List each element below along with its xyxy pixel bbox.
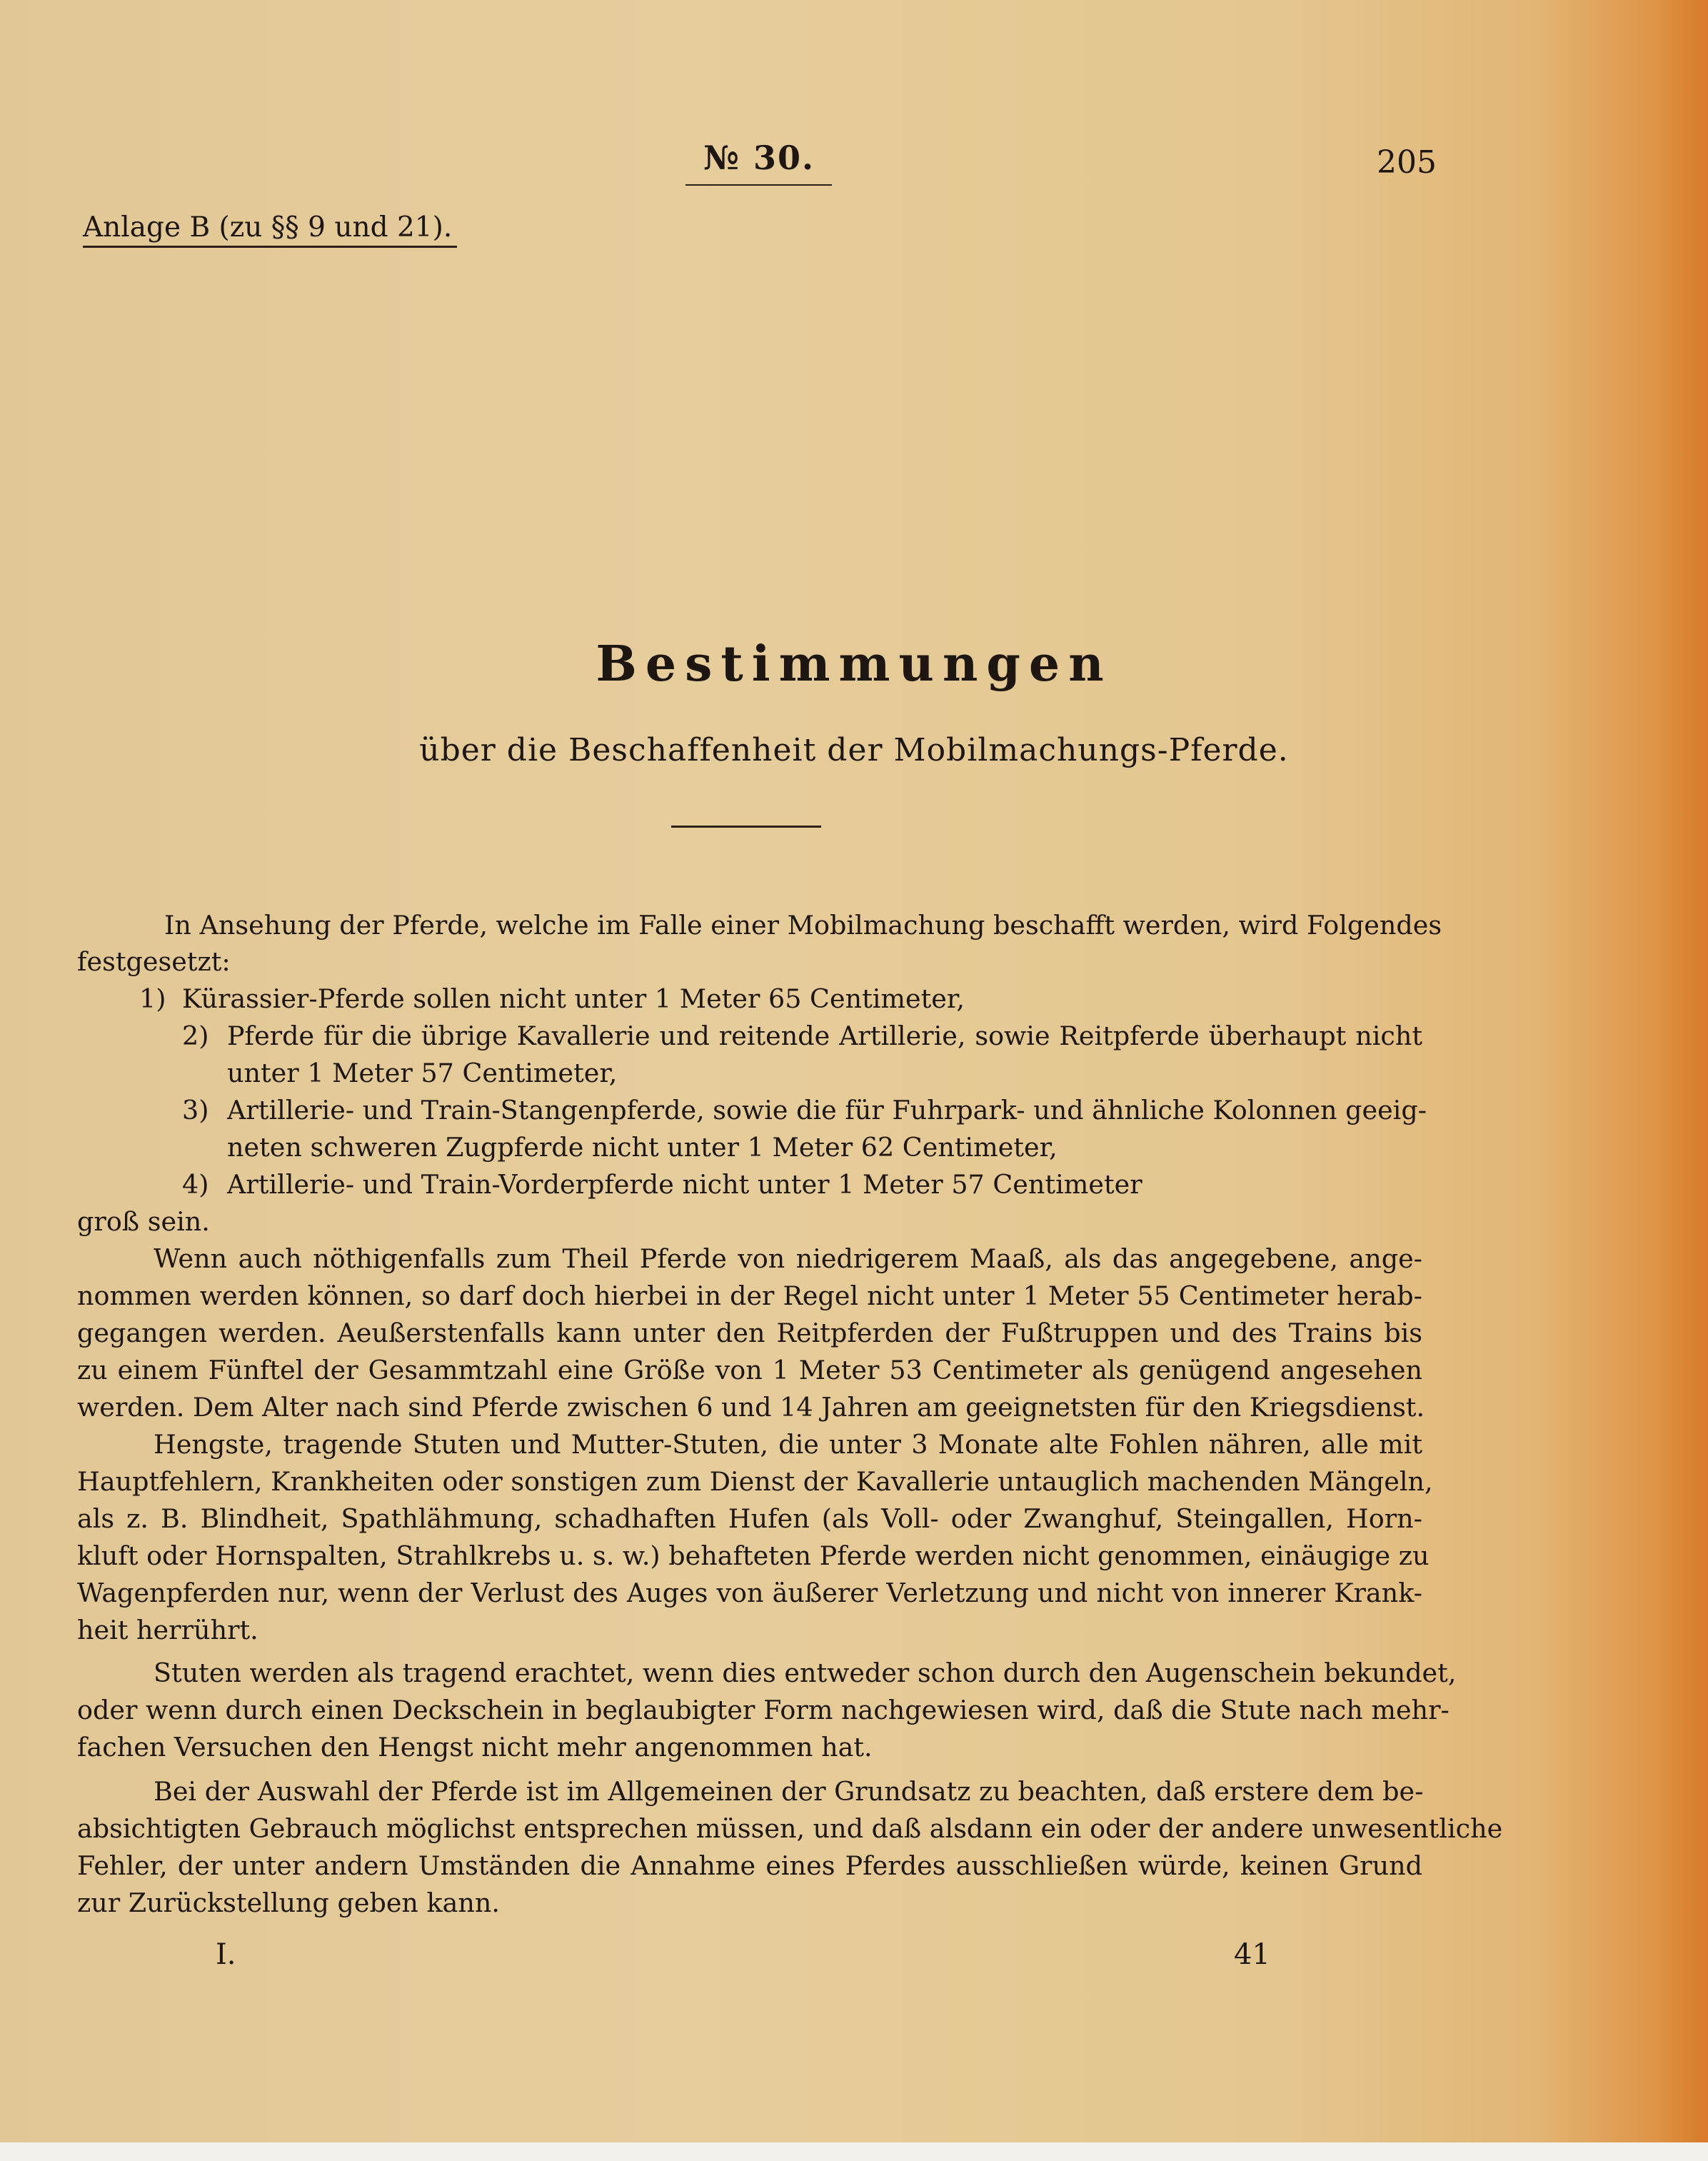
- annex-label: Anlage B (zu §§ 9 und 21).: [83, 211, 453, 244]
- list-item-text: Pferde für die übrige Kavallerie und reitende Artillerie, sowie Reitpferde überhaupt nicht: [227, 1021, 1422, 1051]
- list-item: [182, 1021, 1422, 1051]
- list-item-text: Kürassier-Pferde sollen nicht unter 1 Meter 65 Centimeter,: [182, 983, 965, 1014]
- paragraph-line: Hengste, tragende Stuten und Mutter-Stuten, die unter 3 Monate alte Fohlen nähren, alle mit: [154, 1429, 1422, 1460]
- paragraph-line: Stuten werden als tragend erachtet, wenn dies entweder schon durch den Augenschein bekundet,: [154, 1658, 1457, 1688]
- paragraph-line: fachen Versuchen den Hengst nicht mehr angenommen hat.: [77, 1732, 873, 1763]
- paragraph-line: kluft oder Hornspalten, Strahlkrebs u. s. w.) behafteten Pferde werden nicht genommen, einäugige zu: [77, 1540, 1430, 1571]
- list-item-number: 2): [182, 1021, 209, 1051]
- list-item-number: 3): [182, 1095, 209, 1125]
- intro-line: festgesetzt:: [77, 946, 231, 977]
- journal-number: № 30.: [703, 139, 815, 177]
- paragraph-line: oder wenn durch einen Deckschein in beglaubigter Form nachgewiesen wird, daß die Stute nach mehr-: [77, 1695, 1450, 1725]
- list-item-number: 4): [182, 1169, 209, 1200]
- page-number: 205: [1377, 144, 1437, 181]
- paragraph-line: Fehler, der unter andern Umständen die Annahme eines Pferdes ausschließen würde, keinen Grund: [77, 1850, 1422, 1881]
- list-item: [139, 983, 1422, 1014]
- paragraph-line: als z. B. Blindheit, Spathlähmung, schadhaften Hufen (als Voll- oder Zwanghuf, Steingallen, Horn-: [77, 1503, 1422, 1534]
- paragraph-line: Hauptfehlern, Krankheiten oder sonstigen zum Dienst der Kavallerie untauglich machenden Mängeln,: [77, 1466, 1433, 1497]
- scan-bottom-margin: [0, 2142, 1708, 2161]
- list-item-text: Artillerie- und Train-Stangenpferde, sowie die für Fuhrpark- und ähnliche Kolonnen geeig-: [227, 1095, 1427, 1125]
- document-title: Bestimmungen: [596, 636, 1112, 693]
- list-item-number: 1): [139, 983, 166, 1014]
- paragraph-line: Wagenpferden nur, wenn der Verlust des Auges von äußerer Verletzung und nicht von innerer Krank-: [77, 1578, 1422, 1608]
- sheet-number: 41: [1234, 1938, 1270, 1971]
- paragraph-line: zu einem Fünftel der Gesammtzahl eine Größe von 1 Meter 53 Centimeter als genügend angesehen: [77, 1355, 1422, 1385]
- list-item: [182, 1095, 1427, 1125]
- paragraph-line: nommen werden können, so darf doch hierbei in der Regel nicht unter 1 Meter 55 Centimeter herab-: [77, 1280, 1422, 1311]
- document-subtitle: über die Beschaffenheit der Mobilmachungs-Pferde.: [419, 732, 1289, 768]
- paragraph-line: gegangen werden. Aeußerstenfalls kann unter den Reitpferden der Fußtruppen und des Trains bis: [77, 1318, 1422, 1348]
- journal-number-underline: [685, 184, 832, 186]
- list-item-continuation: unter 1 Meter 57 Centimeter,: [227, 1058, 618, 1088]
- paragraph-line: absichtigten Gebrauch möglichst entsprechen müssen, und daß alsdann ein oder der andere unwesentliche: [77, 1813, 1503, 1844]
- paragraph-line: werden. Dem Alter nach sind Pferde zwischen 6 und 14 Jahren am geeignetsten für den Kriegsdienst.: [77, 1392, 1425, 1423]
- signature-mark: I.: [216, 1938, 236, 1971]
- list-item-continuation: neten schweren Zugpferde nicht unter 1 Meter 62 Centimeter,: [227, 1132, 1058, 1163]
- annex-label-underline: [83, 246, 457, 248]
- list-item: [182, 1169, 1422, 1200]
- title-separator-rule: [671, 826, 821, 828]
- closing-intro: groß sein.: [77, 1206, 210, 1237]
- intro-line: In Ansehung der Pferde, welche im Falle einer Mobilmachung beschafft werden, wird Folgendes: [164, 910, 1442, 941]
- paragraph-line: Bei der Auswahl der Pferde ist im Allgemeinen der Grundsatz zu beachten, daß erstere dem be-: [154, 1776, 1424, 1807]
- paragraph-line: zur Zurückstellung geben kann.: [77, 1887, 501, 1918]
- paper-edge-stain: [1658, 0, 1708, 2161]
- paragraph-line: heit herrührt.: [77, 1615, 258, 1645]
- paragraph-line: Wenn auch nöthigenfalls zum Theil Pferde von niedrigerem Maaß, als das angegebene, ange-: [154, 1243, 1422, 1274]
- list-item-text: Artillerie- und Train-Vorderpferde nicht unter 1 Meter 57 Centimeter: [227, 1169, 1142, 1200]
